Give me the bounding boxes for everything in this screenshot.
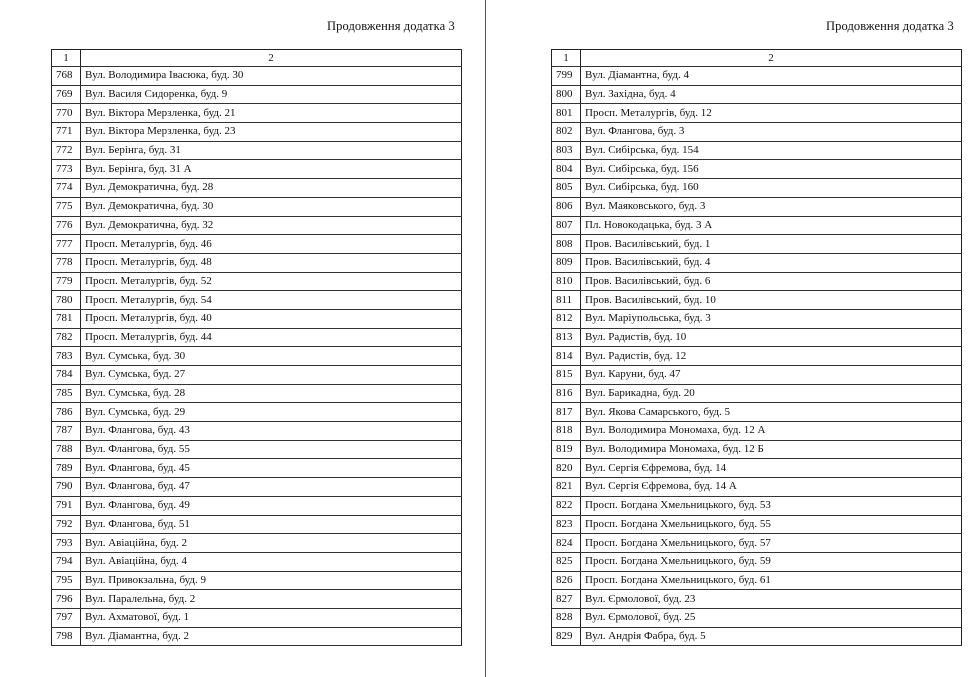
row-address: Вул. Флангова, буд. 45: [81, 459, 462, 478]
table-row: [552, 366, 962, 385]
table-row: [52, 272, 462, 291]
row-number: 795: [52, 571, 81, 590]
row-address: Вул. Сумська, буд. 27: [81, 366, 462, 385]
row-address: Вул. Сергія Єфремова, буд. 14 А: [581, 478, 962, 497]
row-address: Вул. Андрія Фабра, буд. 5: [581, 627, 962, 646]
row-address: Вул. Радистів, буд. 10: [581, 328, 962, 347]
table-row: [52, 366, 462, 385]
row-number: 808: [552, 235, 581, 254]
row-number: 769: [52, 85, 81, 104]
row-number: 818: [552, 422, 581, 441]
row-address: Вул. Сибірська, буд. 154: [581, 141, 962, 160]
row-address: Вул. Діамантна, буд. 4: [581, 67, 962, 86]
row-number: 823: [552, 515, 581, 534]
row-address: Вул. Сумська, буд. 28: [81, 384, 462, 403]
row-address: Вул. Віктора Мерзленка, буд. 23: [81, 123, 462, 142]
table-row: [52, 160, 462, 179]
right-page: [488, 0, 975, 677]
address-table: [551, 49, 962, 646]
table-row: [552, 534, 962, 553]
table-row: [552, 627, 962, 646]
table-row: [552, 496, 962, 515]
row-number: 799: [552, 67, 581, 86]
row-number: 828: [552, 608, 581, 627]
row-address: Вул. Якова Самарського, буд. 5: [581, 403, 962, 422]
row-number: 791: [52, 496, 81, 515]
row-address: Вул. Віктора Мерзленка, буд. 21: [81, 104, 462, 123]
table-row: [552, 384, 962, 403]
row-address: Вул. Маяковського, буд. 3: [581, 197, 962, 216]
row-address: Вул. Діамантна, буд. 2: [81, 627, 462, 646]
table-row: [552, 552, 962, 571]
row-address: Просп. Металургів, буд. 12: [581, 104, 962, 123]
row-number: 827: [552, 590, 581, 609]
row-address: Просп. Богдана Хмельницького, буд. 55: [581, 515, 962, 534]
table-row: [552, 85, 962, 104]
table-row: [52, 496, 462, 515]
row-address: Просп. Богдана Хмельницького, буд. 61: [581, 571, 962, 590]
row-number: 789: [52, 459, 81, 478]
page-caption: Продовження додатка 3: [826, 19, 954, 33]
row-number: 782: [52, 328, 81, 347]
table-row: [52, 478, 462, 497]
table-row: [52, 179, 462, 198]
row-address: Вул. Демократична, буд. 30: [81, 197, 462, 216]
page-divider: [485, 0, 486, 677]
row-address: Просп. Богдана Хмельницького, буд. 57: [581, 534, 962, 553]
row-number: 829: [552, 627, 581, 646]
row-address: Вул. Західна, буд. 4: [581, 85, 962, 104]
table-row: [52, 85, 462, 104]
row-number: 770: [52, 104, 81, 123]
table-header-row: [52, 50, 462, 67]
row-number: 802: [552, 123, 581, 142]
table-row: [52, 347, 462, 366]
table-header-row: [552, 50, 962, 67]
row-number: 779: [52, 272, 81, 291]
row-number: 788: [52, 440, 81, 459]
row-address: Вул. Демократична, буд. 32: [81, 216, 462, 235]
table-row: [552, 478, 962, 497]
row-number: 814: [552, 347, 581, 366]
row-address: Вул. Флангова, буд. 3: [581, 123, 962, 142]
row-number: 809: [552, 253, 581, 272]
row-number: 811: [552, 291, 581, 310]
row-number: 816: [552, 384, 581, 403]
row-number: 819: [552, 440, 581, 459]
row-number: 796: [52, 590, 81, 609]
row-address: Пров. Василівський, буд. 1: [581, 235, 962, 254]
column-header-address: 2: [81, 50, 462, 67]
table-row: [52, 422, 462, 441]
column-header-address: 2: [581, 50, 962, 67]
row-address: Просп. Металургів, буд. 52: [81, 272, 462, 291]
row-address: Вул. Авіаційна, буд. 2: [81, 534, 462, 553]
row-number: 794: [52, 552, 81, 571]
row-number: 776: [52, 216, 81, 235]
table-body: [552, 67, 962, 646]
table-row: [552, 104, 962, 123]
row-address: Пров. Василівський, буд. 10: [581, 291, 962, 310]
table-row: [552, 272, 962, 291]
table-row: [552, 422, 962, 441]
row-number: 785: [52, 384, 81, 403]
table-row: [52, 197, 462, 216]
table-row: [52, 104, 462, 123]
row-address: Вул. Володимира Мономаха, буд. 12 Б: [581, 440, 962, 459]
table-row: [552, 123, 962, 142]
row-address: Пров. Василівський, буд. 4: [581, 253, 962, 272]
table-row: [552, 141, 962, 160]
row-address: Вул. Флангова, буд. 49: [81, 496, 462, 515]
row-number: 778: [52, 253, 81, 272]
table-row: [552, 291, 962, 310]
table-row: [52, 328, 462, 347]
row-address: Вул. Сумська, буд. 29: [81, 403, 462, 422]
table-row: [552, 459, 962, 478]
row-address: Пл. Новокодацька, буд. 3 А: [581, 216, 962, 235]
column-header-number: 1: [552, 50, 581, 67]
table-row: [552, 67, 962, 86]
table-row: [52, 627, 462, 646]
row-number: 806: [552, 197, 581, 216]
row-address: Вул. Берінга, буд. 31: [81, 141, 462, 160]
row-address: Вул. Каруни, буд. 47: [581, 366, 962, 385]
table-row: [52, 123, 462, 142]
row-address: Вул. Барикадна, буд. 20: [581, 384, 962, 403]
row-number: 775: [52, 197, 81, 216]
row-address: Вул. Сергія Єфремова, буд. 14: [581, 459, 962, 478]
row-number: 786: [52, 403, 81, 422]
row-number: 787: [52, 422, 81, 441]
table-row: [52, 141, 462, 160]
row-address: Вул. Маріупольська, буд. 3: [581, 309, 962, 328]
row-address: Вул. Єрмолової, буд. 25: [581, 608, 962, 627]
table-row: [552, 216, 962, 235]
row-number: 781: [52, 309, 81, 328]
table-row: [52, 309, 462, 328]
table-row: [552, 403, 962, 422]
row-address: Вул. Василя Сидоренка, буд. 9: [81, 85, 462, 104]
column-header-number: 1: [52, 50, 81, 67]
row-number: 815: [552, 366, 581, 385]
row-address: Просп. Богдана Хмельницького, буд. 53: [581, 496, 962, 515]
table-row: [52, 590, 462, 609]
table-row: [52, 534, 462, 553]
table-row: [552, 253, 962, 272]
row-number: 820: [552, 459, 581, 478]
table-row: [52, 216, 462, 235]
row-number: 817: [552, 403, 581, 422]
row-number: 774: [52, 179, 81, 198]
row-address: Вул. Флангова, буд. 43: [81, 422, 462, 441]
table-row: [52, 515, 462, 534]
row-number: 821: [552, 478, 581, 497]
address-table: [51, 49, 462, 646]
table-row: [552, 328, 962, 347]
table-row: [52, 459, 462, 478]
row-address: Вул. Флангова, буд. 55: [81, 440, 462, 459]
row-number: 792: [52, 515, 81, 534]
row-address: Вул. Демократична, буд. 28: [81, 179, 462, 198]
row-number: 768: [52, 67, 81, 86]
row-number: 805: [552, 179, 581, 198]
table-row: [52, 571, 462, 590]
row-number: 771: [52, 123, 81, 142]
page-caption: Продовження додатка 3: [327, 19, 455, 33]
table-row: [552, 608, 962, 627]
row-number: 810: [552, 272, 581, 291]
table-row: [552, 347, 962, 366]
row-number: 797: [52, 608, 81, 627]
row-address: Вул. Паралельна, буд. 2: [81, 590, 462, 609]
table-row: [552, 197, 962, 216]
table-row: [552, 235, 962, 254]
row-number: 784: [52, 366, 81, 385]
row-number: 777: [52, 235, 81, 254]
row-number: 813: [552, 328, 581, 347]
row-number: 780: [52, 291, 81, 310]
row-address: Вул. Сибірська, буд. 156: [581, 160, 962, 179]
table-row: [552, 179, 962, 198]
row-address: Вул. Сумська, буд. 30: [81, 347, 462, 366]
row-address: Просп. Богдана Хмельницького, буд. 59: [581, 552, 962, 571]
row-number: 807: [552, 216, 581, 235]
row-number: 772: [52, 141, 81, 160]
row-number: 822: [552, 496, 581, 515]
table-row: [52, 552, 462, 571]
row-address: Просп. Металургів, буд. 46: [81, 235, 462, 254]
table-row: [552, 515, 962, 534]
table-row: [552, 590, 962, 609]
table-row: [552, 440, 962, 459]
row-address: Вул. Сибірська, буд. 160: [581, 179, 962, 198]
table-row: [52, 608, 462, 627]
table-row: [52, 440, 462, 459]
row-number: 783: [52, 347, 81, 366]
row-address: Вул. Привокзальна, буд. 9: [81, 571, 462, 590]
table-body: [52, 67, 462, 646]
row-number: 790: [52, 478, 81, 497]
row-number: 801: [552, 104, 581, 123]
row-number: 812: [552, 309, 581, 328]
table-row: [552, 571, 962, 590]
row-number: 804: [552, 160, 581, 179]
row-address: Вул. Володимира Івасюка, буд. 30: [81, 67, 462, 86]
row-address: Пров. Василівський, буд. 6: [581, 272, 962, 291]
table-row: [52, 67, 462, 86]
table-row: [52, 384, 462, 403]
row-address: Просп. Металургів, буд. 44: [81, 328, 462, 347]
table-row: [52, 291, 462, 310]
row-address: Просп. Металургів, буд. 48: [81, 253, 462, 272]
row-address: Вул. Авіаційна, буд. 4: [81, 552, 462, 571]
left-page: [0, 0, 487, 677]
row-address: Вул. Радистів, буд. 12: [581, 347, 962, 366]
row-number: 800: [552, 85, 581, 104]
row-address: Вул. Берінга, буд. 31 А: [81, 160, 462, 179]
table-row: [52, 403, 462, 422]
table-row: [552, 309, 962, 328]
row-address: Вул. Ахматової, буд. 1: [81, 608, 462, 627]
row-number: 826: [552, 571, 581, 590]
row-number: 824: [552, 534, 581, 553]
row-address: Просп. Металургів, буд. 40: [81, 309, 462, 328]
row-number: 798: [52, 627, 81, 646]
row-number: 773: [52, 160, 81, 179]
table-row: [552, 160, 962, 179]
row-address: Вул. Флангова, буд. 47: [81, 478, 462, 497]
row-number: 793: [52, 534, 81, 553]
row-number: 825: [552, 552, 581, 571]
row-address: Вул. Єрмолової, буд. 23: [581, 590, 962, 609]
table-row: [52, 235, 462, 254]
table-row: [52, 253, 462, 272]
row-address: Вул. Володимира Мономаха, буд. 12 А: [581, 422, 962, 441]
row-address: Просп. Металургів, буд. 54: [81, 291, 462, 310]
row-address: Вул. Флангова, буд. 51: [81, 515, 462, 534]
row-number: 803: [552, 141, 581, 160]
